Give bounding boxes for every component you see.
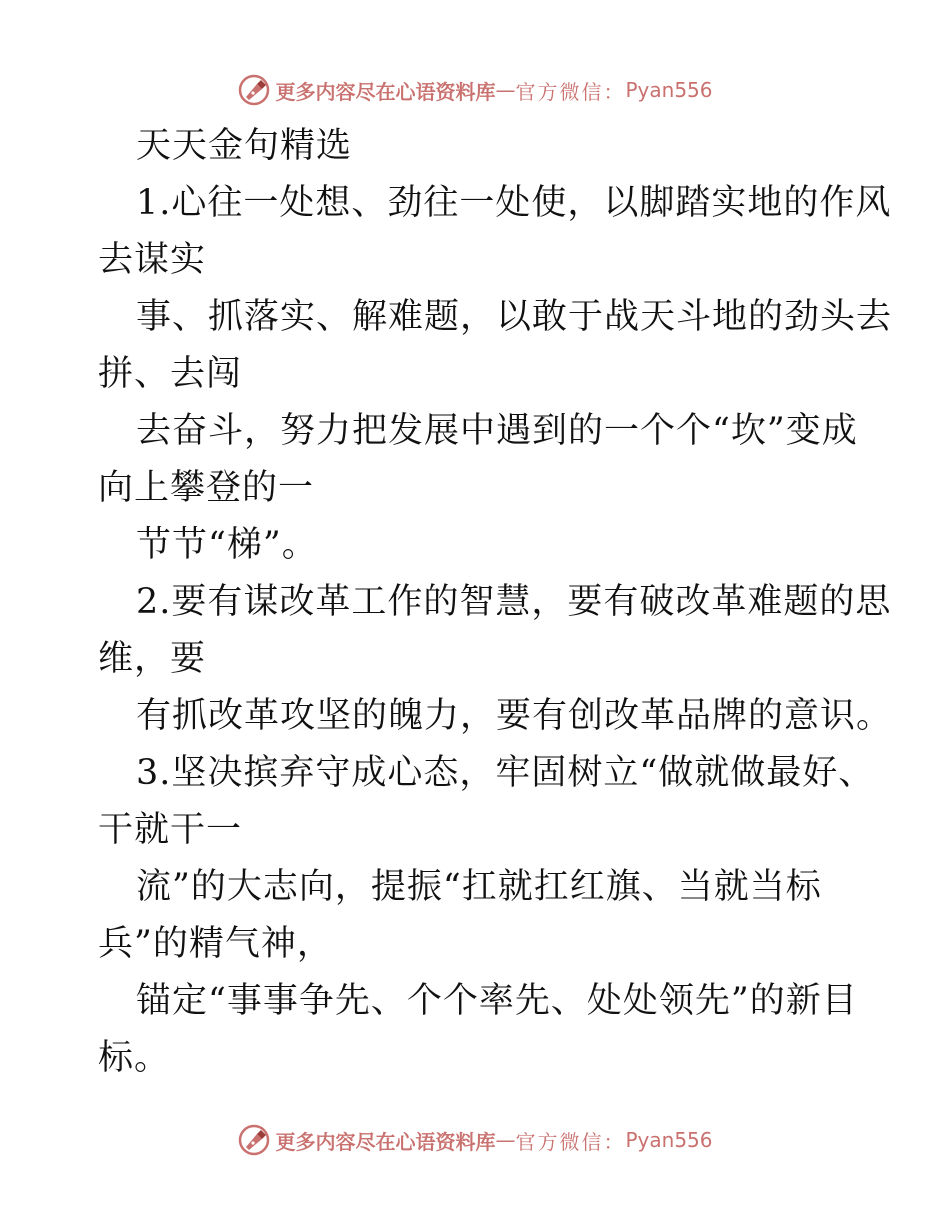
- document-line: 1.心往一处想、劲往一处使，以脚踏实地的作风: [136, 183, 892, 223]
- document-line: 向上攀登的一: [98, 468, 315, 508]
- banner-wechat-id: Pyan556: [625, 1128, 713, 1152]
- pen-nib-logo-icon: [237, 1123, 271, 1157]
- header-banner: [0, 70, 950, 110]
- document-body: [98, 118, 893, 1087]
- document-line: 节节“梯”。: [136, 525, 318, 565]
- document-line: 去奋斗，努力把发展中遇到的一个个“坎”变成: [136, 411, 858, 451]
- document-line: 3.坚决摈弃守成心态，牢固树立“做就做最好、: [136, 753, 875, 793]
- document-line: 有抓改革攻坚的魄力，要有创改革品牌的意识。: [136, 696, 893, 736]
- footer-banner: [0, 1120, 950, 1160]
- banner-site-text: 更多内容尽在心语资料库: [275, 79, 496, 104]
- pen-nib-logo-icon: [237, 73, 271, 107]
- document-line: 标。: [98, 1038, 171, 1078]
- document-line: 维，要: [98, 639, 207, 679]
- banner-site-text: 更多内容尽在心语资料库: [275, 1129, 496, 1154]
- banner-wechat-label: 官方微信：: [515, 1129, 626, 1154]
- document-line: 拼、去闯: [98, 354, 243, 394]
- document-line: 兵”的精气神，: [98, 924, 333, 964]
- banner-separator: —: [495, 1128, 516, 1152]
- banner-wechat-label: 官方微信：: [515, 79, 626, 104]
- banner-separator: —: [495, 78, 516, 102]
- banner-wechat-id: Pyan556: [625, 78, 713, 102]
- document-line: 干就干一: [98, 810, 243, 850]
- document-title: 天天金句精选: [136, 126, 353, 166]
- document-line: 流”的大志向，提振“扛就扛红旗、当就当标: [136, 867, 822, 907]
- document-line: 锚定“事事争先、个个率先、处处领先”的新目: [136, 981, 858, 1021]
- document-line: 事、抓落实、解难题，以敢于战天斗地的劲头去: [136, 297, 893, 337]
- document-line: 2.要有谋改革工作的智慧，要有破改革难题的思: [136, 582, 892, 622]
- document-line: 去谋实: [98, 240, 207, 280]
